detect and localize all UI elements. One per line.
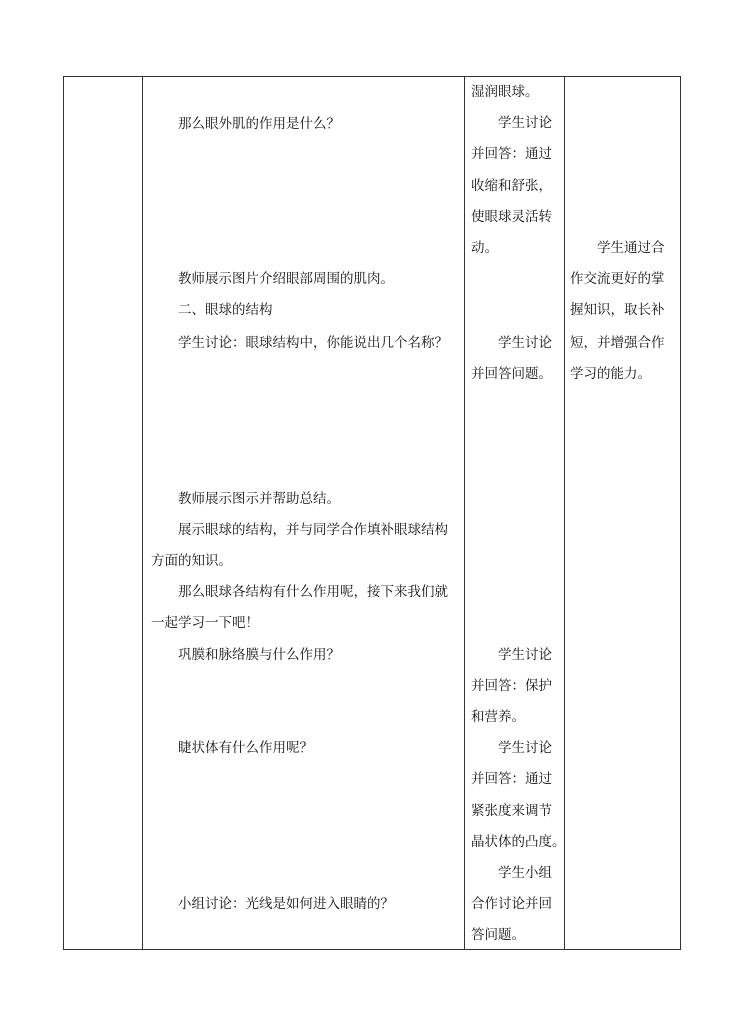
intent-line: 握知识，取长补 xyxy=(570,302,665,318)
main-line: 一起学习一下吧！ xyxy=(151,615,259,631)
main-line: 睫状体有什么作用呢？ xyxy=(178,740,313,756)
main-line: 展示眼球的结构，并与同学合作填补眼球结构 xyxy=(178,522,448,538)
main-line: 那么眼外肌的作用是什么？ xyxy=(178,116,340,132)
student-line: 学生讨论 xyxy=(498,647,552,663)
column-teaching-process xyxy=(143,77,464,949)
student-line: 紧张度来调节 xyxy=(471,803,552,819)
intent-line: 短，并增强合作 xyxy=(570,335,665,351)
main-line: 那么眼球各结构有什么作用呢，接下来我们就 xyxy=(178,584,448,600)
main-line: 学生讨论：眼球结构中，你能说出几个名称？ xyxy=(178,335,448,351)
intent-line: 学生通过合 xyxy=(597,240,665,256)
student-line: 并回答：通过 xyxy=(471,146,552,162)
student-line: 学生讨论 xyxy=(498,115,552,131)
student-line: 使眼球灵活转 xyxy=(471,209,552,225)
main-line: 二、眼球的结构 xyxy=(178,302,273,318)
intent-line: 学习的能力。 xyxy=(570,366,651,382)
student-line: 和营养。 xyxy=(471,709,525,725)
student-line: 晶状体的凸度。 xyxy=(471,834,566,850)
main-line: 教师展示图示并帮助总结。 xyxy=(178,491,340,507)
column-student-activity xyxy=(465,77,564,949)
column-design-intent xyxy=(565,77,680,949)
student-line: 并回答：保护 xyxy=(471,678,552,694)
intent-line: 作交流更好的掌 xyxy=(570,271,665,287)
lesson-table xyxy=(63,76,681,950)
student-line: 收缩和舒张， xyxy=(471,178,552,194)
main-line: 方面的知识。 xyxy=(151,553,232,569)
main-line: 小组讨论：光线是如何进入眼睛的？ xyxy=(178,896,394,912)
student-line: 学生小组 xyxy=(498,865,552,881)
student-line: 并回答问题。 xyxy=(471,366,552,382)
student-line: 学生讨论 xyxy=(498,740,552,756)
student-line: 答问题。 xyxy=(471,927,525,943)
main-line: 教师展示图片介绍眼部周围的肌肉。 xyxy=(178,271,394,287)
student-line: 学生讨论 xyxy=(498,335,552,351)
student-line: 并回答：通过 xyxy=(471,771,552,787)
student-line: 动。 xyxy=(471,240,498,256)
main-line: 巩膜和脉络膜与什么作用？ xyxy=(178,647,340,663)
student-line: 合作讨论并回 xyxy=(471,896,552,912)
student-line: 湿润眼球。 xyxy=(471,84,539,100)
column-stage xyxy=(64,77,142,949)
